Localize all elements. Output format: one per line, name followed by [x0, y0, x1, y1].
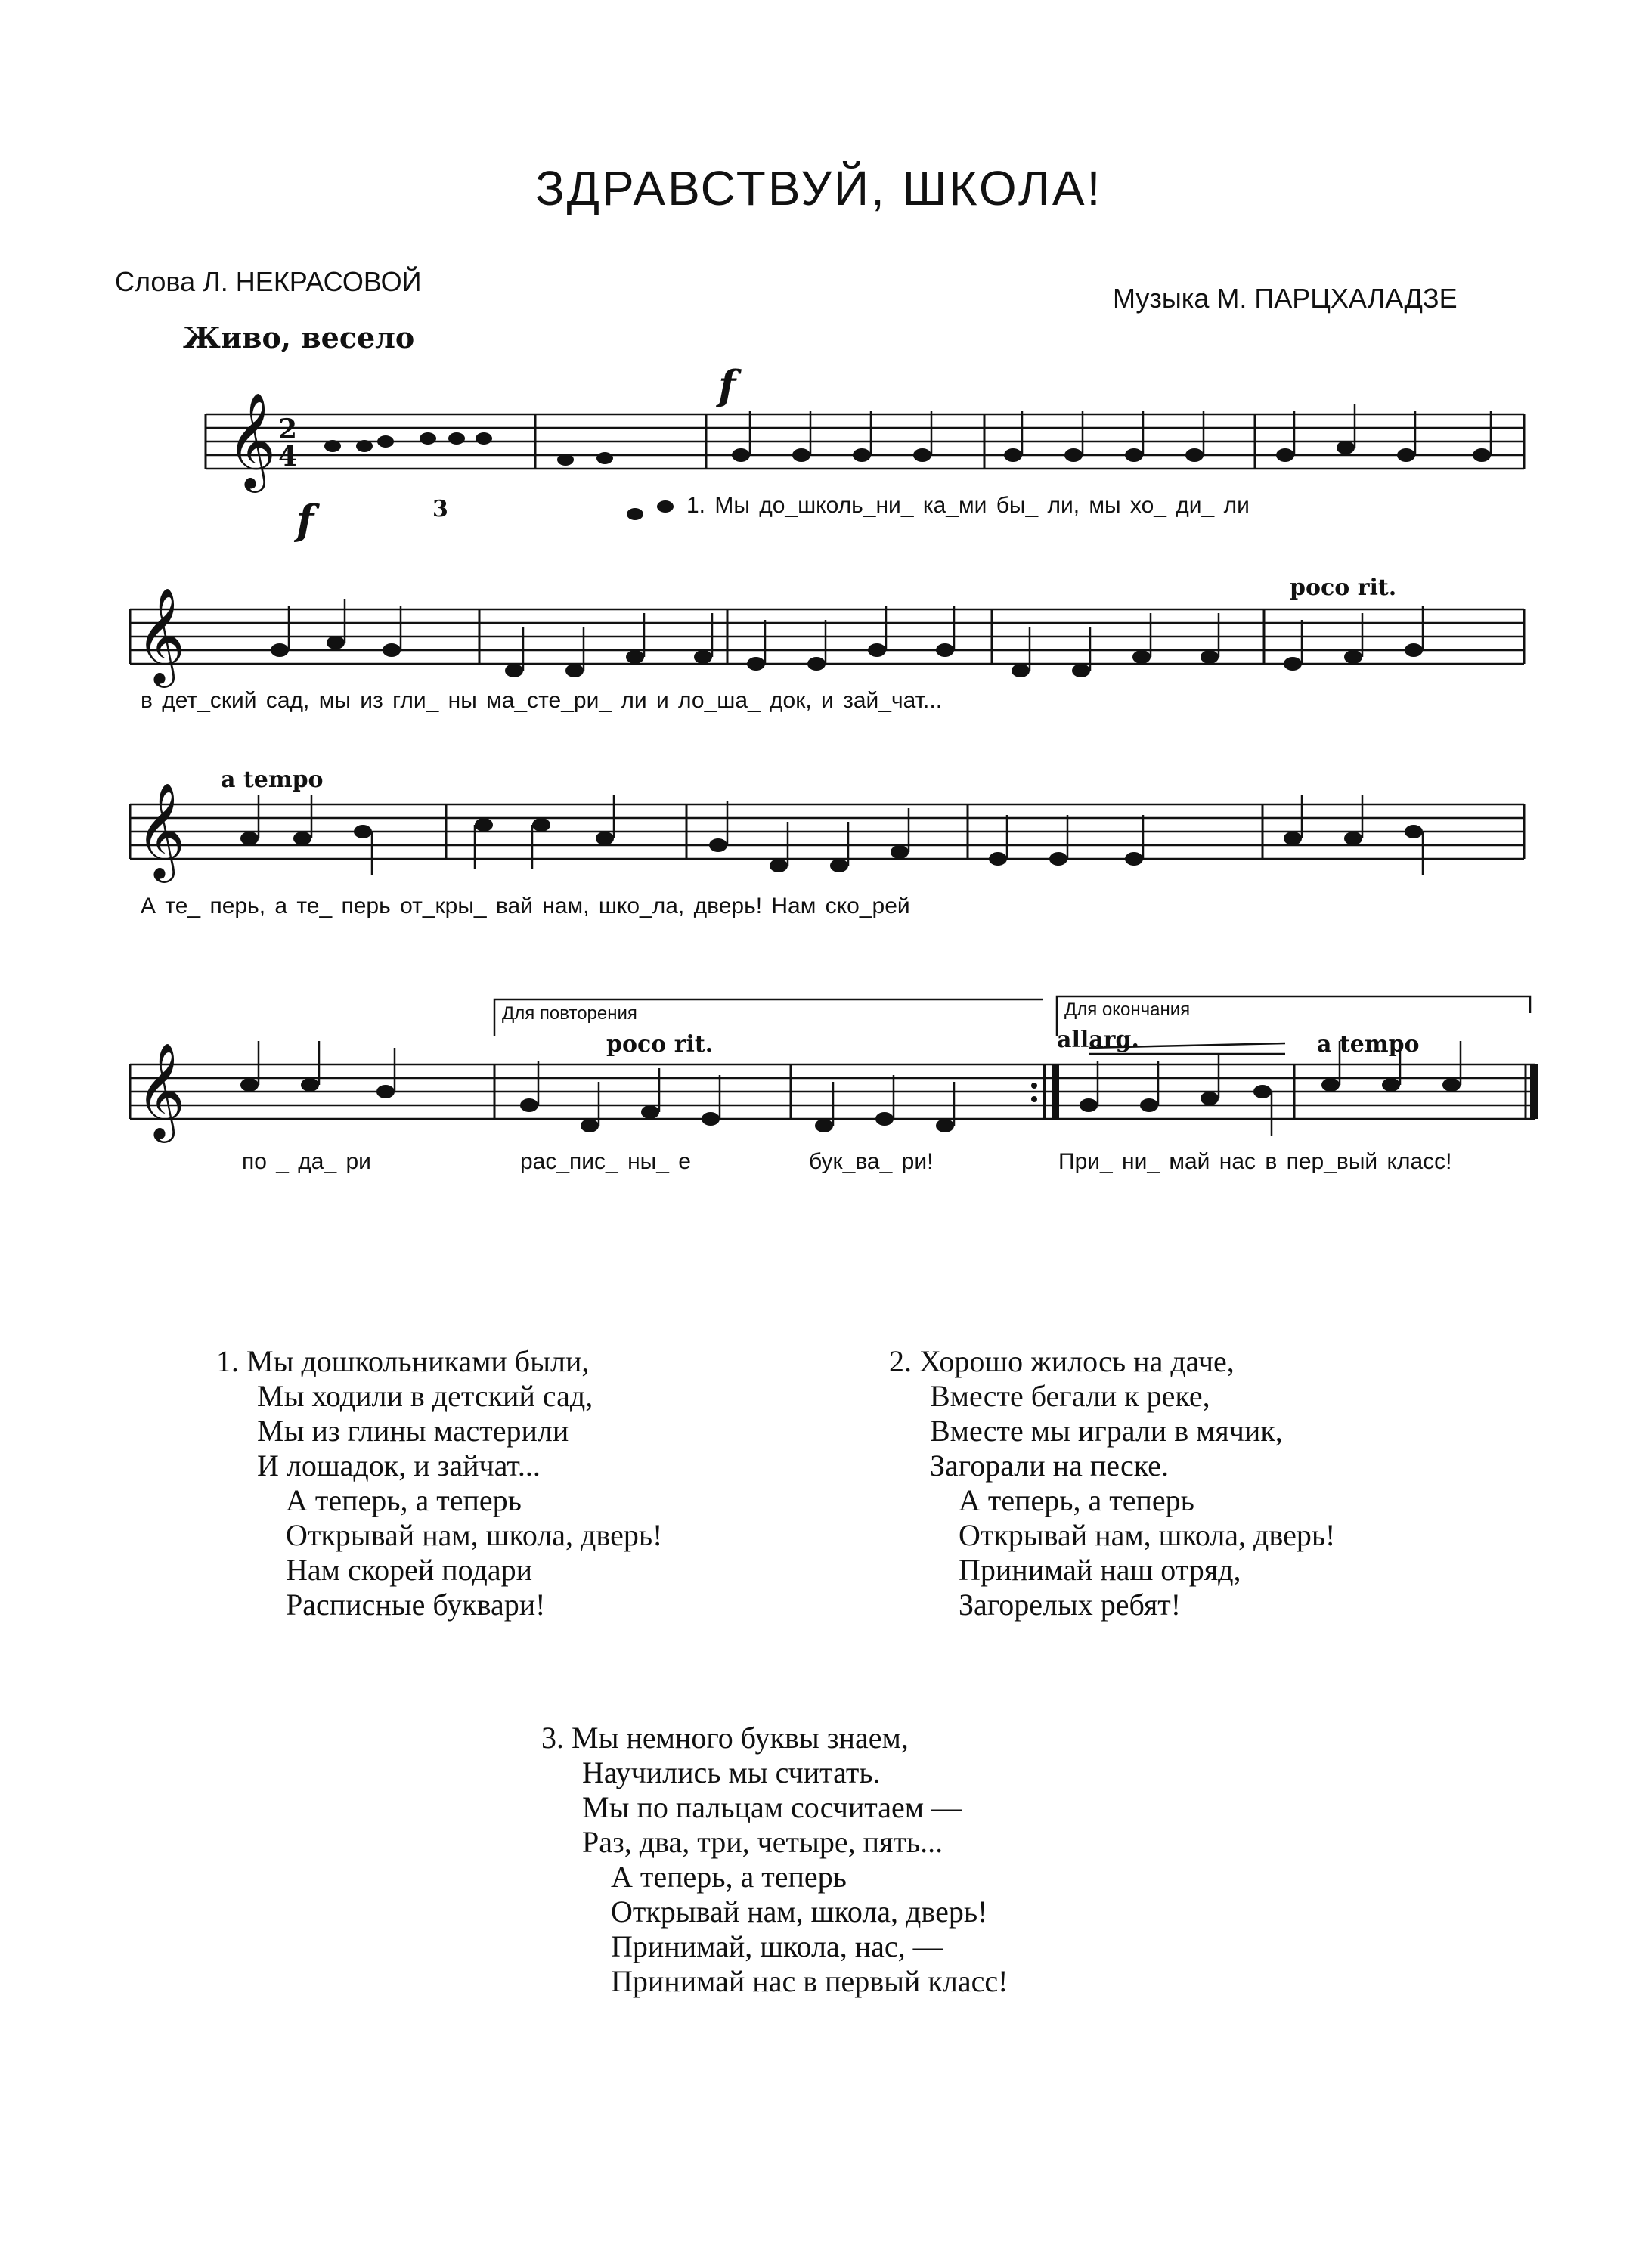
lyrics-line-4a: по _ да_ ри: [242, 1149, 371, 1174]
verse-line: А теперь, а теперь: [611, 1860, 847, 1894]
lyrics-line-4c: бук_ва_ ри!: [809, 1149, 934, 1174]
verse-3: [541, 1721, 1008, 1999]
lyrics-line-1: 1. Мы до_школь_ни_ ка_ми бы_ ли, мы хо_ ди_ ли: [686, 493, 1250, 518]
triplet-mark: 3: [432, 496, 448, 522]
volta-first-label: Для повторения: [502, 1003, 637, 1024]
poco-rit-mark-2: poco rit.: [606, 1031, 714, 1058]
svg-text:𝄞: 𝄞: [227, 393, 277, 488]
verse-line: Загорелых ребят!: [959, 1588, 1182, 1622]
verse-line: Открывай нам, школа, дверь!: [286, 1518, 663, 1552]
verse-line: Нам скорей подари: [286, 1553, 533, 1587]
verse-line: Принимай, школа, нас, —: [611, 1929, 943, 1963]
verse-line: Вместе мы играли в мячик,: [930, 1414, 1283, 1448]
lyrics-line-3: А те_ перь, а те_ перь от_кры_ вай нам, шко_ла, дверь! Нам ско_рей: [141, 894, 910, 919]
verse-line: Научились мы считать.: [582, 1755, 881, 1789]
dynamic-forte-1: f: [296, 496, 314, 544]
verse-line: Раз, два, три, четыре, пять...: [582, 1825, 943, 1859]
dynamic-forte-2: f: [718, 361, 736, 410]
allarg-mark: allarg.: [1057, 1027, 1139, 1053]
verse-line: 3. Мы немного буквы знаем,: [541, 1721, 909, 1755]
staff-system-4: [0, 983, 1642, 1149]
verse-line: Принимай наш отряд,: [959, 1553, 1241, 1587]
verse-line: Мы ходили в детский сад,: [257, 1379, 593, 1413]
page-title: ЗДРАВСТВУЙ, ШКОЛА!: [535, 161, 1103, 215]
verse-2: [889, 1344, 1335, 1622]
a-tempo-mark-2: a tempo: [1317, 1031, 1420, 1058]
poco-rit-mark-1: poco rit.: [1290, 575, 1397, 601]
svg-text:2: 2: [278, 414, 298, 445]
tempo-marking: Живо, весело: [183, 321, 415, 355]
verse-line: Принимай нас в первый класс!: [611, 1964, 1008, 1998]
svg-text:𝄞: 𝄞: [136, 588, 186, 683]
verse-line: Расписные буквари!: [286, 1588, 546, 1622]
lyricist-credit: Слова Л. НЕКРАСОВОЙ: [115, 266, 422, 297]
verse-line: Вместе бегали к реке,: [930, 1379, 1210, 1413]
verse-line: 1. Мы дошкольниками были,: [216, 1344, 590, 1378]
verse-line: 2. Хорошо жилось на даче,: [889, 1344, 1235, 1378]
a-tempo-mark-1: a tempo: [221, 767, 324, 793]
svg-text:4: 4: [278, 441, 298, 472]
composer-credit: Музыка М. ПАРЦХАЛАДЗЕ: [1113, 283, 1458, 314]
verse-line: Мы из глины мастерили: [257, 1414, 569, 1448]
staff-system-3: [0, 783, 1642, 904]
verse-line: А теперь, а теперь: [959, 1483, 1194, 1517]
svg-text:𝄞: 𝄞: [136, 1042, 186, 1139]
volta-second-label: Для окончания: [1064, 999, 1191, 1020]
lyrics-line-4b: рас_пис_ ны_ е: [520, 1149, 691, 1174]
verse-1: [216, 1344, 662, 1622]
verse-line: И лошадок, и зайчат...: [257, 1448, 541, 1483]
lyrics-line-2: в дет_ский сад, мы из гли_ ны ма_сте_ри_ ли и ло_ша_ док, и зай_чат...: [141, 688, 943, 713]
verse-line: Открывай нам, школа, дверь!: [959, 1518, 1336, 1552]
verse-line: Загорали на песке.: [930, 1448, 1169, 1483]
lyrics-line-4d: При_ ни_ май нас в пер_вый класс!: [1058, 1149, 1452, 1174]
verse-line: Открывай нам, школа, дверь!: [611, 1895, 988, 1929]
svg-text:𝄞: 𝄞: [136, 783, 186, 878]
verse-line: Мы по пальцам сосчитаем —: [582, 1790, 962, 1824]
verse-line: А теперь, а теперь: [286, 1483, 522, 1517]
